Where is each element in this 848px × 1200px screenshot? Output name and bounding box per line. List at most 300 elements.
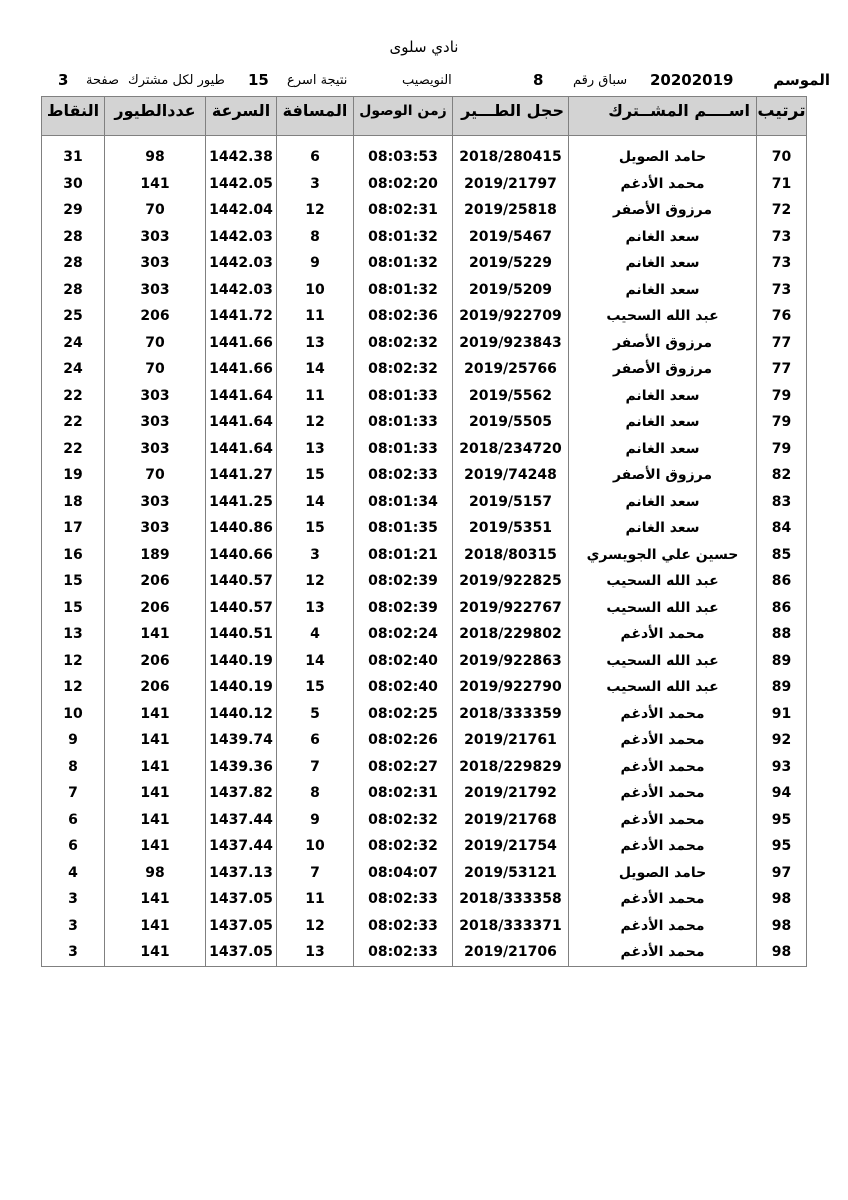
cell-rank: 83 (757, 489, 807, 516)
cell-bird-count: 141 (105, 886, 206, 913)
table-row (42, 621, 807, 648)
cell-arrival: 08:03:53 (354, 144, 453, 171)
spacer-row (42, 136, 807, 145)
cell-name: مرزوق الأصفر (569, 462, 757, 489)
cell-arrival: 08:02:24 (354, 621, 453, 648)
cell-distance: 10 (277, 277, 354, 304)
cell-rank: 72 (757, 197, 807, 224)
cell-distance: 13 (277, 436, 354, 463)
cell-ring: 2019/5351 (453, 515, 569, 542)
table-row (42, 833, 807, 860)
cell-speed: 1437.05 (206, 886, 277, 913)
cell-ring: 2019/5505 (453, 409, 569, 436)
cell-ring: 2019/21706 (453, 939, 569, 966)
results-table (41, 96, 807, 967)
cell-ring: 2019/5157 (453, 489, 569, 516)
cell-rank: 89 (757, 674, 807, 701)
col-header-speed: السرعة (206, 97, 277, 136)
cell-points: 6 (42, 807, 105, 834)
cell-speed: 1440.86 (206, 515, 277, 542)
table-row (42, 542, 807, 569)
table-row (42, 489, 807, 516)
cell-bird-count: 70 (105, 197, 206, 224)
cell-name: عبد الله السحيب (569, 303, 757, 330)
cell-speed: 1441.64 (206, 436, 277, 463)
cell-bird-count: 98 (105, 144, 206, 171)
table-row (42, 224, 807, 251)
cell-distance: 4 (277, 621, 354, 648)
page-label: صفحة (86, 73, 119, 88)
cell-rank: 98 (757, 939, 807, 966)
cell-distance: 7 (277, 754, 354, 781)
cell-bird-count: 189 (105, 542, 206, 569)
table-row (42, 303, 807, 330)
table-row (42, 144, 807, 171)
cell-arrival: 08:02:33 (354, 462, 453, 489)
cell-ring: 2019/21754 (453, 833, 569, 860)
cell-distance: 12 (277, 197, 354, 224)
cell-points: 22 (42, 436, 105, 463)
cell-points: 15 (42, 568, 105, 595)
cell-rank: 71 (757, 171, 807, 198)
cell-bird-count: 303 (105, 436, 206, 463)
col-header-arrival: زمن الوصول (354, 97, 453, 136)
cell-name: سعد الغانم (569, 515, 757, 542)
col-header-distance: المسافة (277, 97, 354, 136)
cell-rank: 98 (757, 886, 807, 913)
col-header-bird-count: عددالطيور (105, 97, 206, 136)
cell-ring: 2018/80315 (453, 542, 569, 569)
cell-speed: 1441.66 (206, 330, 277, 357)
cell-bird-count: 141 (105, 701, 206, 728)
cell-ring: 2019/25766 (453, 356, 569, 383)
cell-distance: 13 (277, 595, 354, 622)
cell-ring: 2018/333359 (453, 701, 569, 728)
cell-speed: 1440.19 (206, 674, 277, 701)
cell-ring: 2019/74248 (453, 462, 569, 489)
cell-points: 28 (42, 277, 105, 304)
cell-rank: 70 (757, 144, 807, 171)
cell-distance: 8 (277, 224, 354, 251)
cell-bird-count: 141 (105, 780, 206, 807)
cell-speed: 1437.44 (206, 833, 277, 860)
cell-arrival: 08:02:40 (354, 648, 453, 675)
cell-bird-count: 141 (105, 833, 206, 860)
birds-per-label: طيور لكل مشترك (128, 73, 225, 88)
cell-bird-count: 206 (105, 595, 206, 622)
cell-ring: 2019/21768 (453, 807, 569, 834)
club-name: نادي سلوى (389, 38, 459, 56)
cell-rank: 97 (757, 860, 807, 887)
cell-points: 12 (42, 648, 105, 675)
cell-name: عبد الله السحيب (569, 674, 757, 701)
cell-name: حامد الصويل (569, 860, 757, 887)
cell-name: عبد الله السحيب (569, 648, 757, 675)
cell-points: 10 (42, 701, 105, 728)
cell-bird-count: 141 (105, 727, 206, 754)
cell-ring: 2018/234720 (453, 436, 569, 463)
cell-points: 22 (42, 409, 105, 436)
table-row (42, 197, 807, 224)
cell-ring: 2018/280415 (453, 144, 569, 171)
cell-name: محمد الأدغم (569, 171, 757, 198)
cell-bird-count: 141 (105, 939, 206, 966)
cell-arrival: 08:01:32 (354, 277, 453, 304)
cell-speed: 1440.19 (206, 648, 277, 675)
cell-bird-count: 141 (105, 913, 206, 940)
cell-speed: 1440.12 (206, 701, 277, 728)
cell-speed: 1441.66 (206, 356, 277, 383)
cell-speed: 1441.64 (206, 383, 277, 410)
cell-bird-count: 303 (105, 277, 206, 304)
table-row (42, 886, 807, 913)
col-header-ring: حجل الطـــير (453, 97, 569, 136)
cell-arrival: 08:01:33 (354, 436, 453, 463)
cell-arrival: 08:02:33 (354, 913, 453, 940)
cell-rank: 73 (757, 224, 807, 251)
cell-speed: 1442.38 (206, 144, 277, 171)
cell-speed: 1442.03 (206, 250, 277, 277)
cell-distance: 12 (277, 409, 354, 436)
cell-distance: 7 (277, 860, 354, 887)
cell-speed: 1441.25 (206, 489, 277, 516)
cell-ring: 2019/922825 (453, 568, 569, 595)
cell-arrival: 08:02:32 (354, 356, 453, 383)
cell-ring: 2018/229802 (453, 621, 569, 648)
cell-points: 24 (42, 330, 105, 357)
cell-arrival: 08:02:36 (354, 303, 453, 330)
table-row (42, 648, 807, 675)
cell-distance: 15 (277, 515, 354, 542)
cell-points: 6 (42, 833, 105, 860)
cell-points: 16 (42, 542, 105, 569)
cell-rank: 85 (757, 542, 807, 569)
cell-speed: 1440.51 (206, 621, 277, 648)
cell-bird-count: 303 (105, 409, 206, 436)
cell-rank: 82 (757, 462, 807, 489)
cell-ring: 2019/5209 (453, 277, 569, 304)
cell-points: 15 (42, 595, 105, 622)
cell-rank: 98 (757, 913, 807, 940)
cell-points: 9 (42, 727, 105, 754)
cell-name: عبد الله السحيب (569, 595, 757, 622)
cell-distance: 3 (277, 542, 354, 569)
cell-rank: 79 (757, 409, 807, 436)
cell-rank: 79 (757, 436, 807, 463)
page-value: 3 (58, 71, 69, 89)
table-header-row (42, 97, 807, 136)
cell-speed: 1441.64 (206, 409, 277, 436)
table-row (42, 727, 807, 754)
cell-rank: 86 (757, 568, 807, 595)
cell-points: 13 (42, 621, 105, 648)
cell-bird-count: 206 (105, 674, 206, 701)
table-row (42, 383, 807, 410)
cell-bird-count: 303 (105, 383, 206, 410)
cell-arrival: 08:01:33 (354, 383, 453, 410)
cell-rank: 91 (757, 701, 807, 728)
table-row (42, 356, 807, 383)
cell-ring: 2019/5467 (453, 224, 569, 251)
cell-distance: 10 (277, 833, 354, 860)
cell-points: 3 (42, 886, 105, 913)
cell-name: محمد الأدغم (569, 913, 757, 940)
cell-rank: 86 (757, 595, 807, 622)
cell-rank: 77 (757, 330, 807, 357)
cell-speed: 1442.04 (206, 197, 277, 224)
col-header-name: اســــم المشــترك (569, 97, 757, 136)
cell-name: محمد الأدغم (569, 833, 757, 860)
cell-points: 4 (42, 860, 105, 887)
cell-speed: 1439.36 (206, 754, 277, 781)
table-row (42, 436, 807, 463)
cell-rank: 93 (757, 754, 807, 781)
cell-points: 31 (42, 144, 105, 171)
cell-ring: 2019/25818 (453, 197, 569, 224)
cell-name: محمد الأدغم (569, 807, 757, 834)
cell-speed: 1442.03 (206, 224, 277, 251)
cell-rank: 84 (757, 515, 807, 542)
cell-bird-count: 206 (105, 303, 206, 330)
cell-name: حامد الصويل (569, 144, 757, 171)
table-row (42, 250, 807, 277)
cell-speed: 1441.27 (206, 462, 277, 489)
cell-distance: 11 (277, 383, 354, 410)
cell-name: محمد الأدغم (569, 754, 757, 781)
cell-distance: 12 (277, 913, 354, 940)
cell-distance: 12 (277, 568, 354, 595)
cell-ring: 2018/333371 (453, 913, 569, 940)
cell-bird-count: 206 (105, 568, 206, 595)
cell-points: 7 (42, 780, 105, 807)
cell-speed: 1441.72 (206, 303, 277, 330)
cell-arrival: 08:02:31 (354, 197, 453, 224)
cell-arrival: 08:02:26 (354, 727, 453, 754)
cell-name: سعد الغانم (569, 409, 757, 436)
cell-distance: 15 (277, 462, 354, 489)
cell-arrival: 08:02:39 (354, 568, 453, 595)
cell-rank: 88 (757, 621, 807, 648)
cell-name: عبد الله السحيب (569, 568, 757, 595)
cell-points: 18 (42, 489, 105, 516)
cell-points: 30 (42, 171, 105, 198)
cell-name: محمد الأدغم (569, 939, 757, 966)
cell-points: 28 (42, 224, 105, 251)
cell-distance: 6 (277, 144, 354, 171)
table-row (42, 462, 807, 489)
cell-distance: 9 (277, 250, 354, 277)
cell-speed: 1442.03 (206, 277, 277, 304)
fastest-label: نتيجة اسرع (287, 73, 348, 88)
cell-arrival: 08:02:25 (354, 701, 453, 728)
cell-distance: 15 (277, 674, 354, 701)
cell-ring: 2019/922767 (453, 595, 569, 622)
cell-points: 25 (42, 303, 105, 330)
col-header-points: النقاط (42, 97, 105, 136)
cell-rank: 89 (757, 648, 807, 675)
cell-distance: 5 (277, 701, 354, 728)
cell-distance: 14 (277, 356, 354, 383)
cell-name: سعد الغانم (569, 489, 757, 516)
cell-speed: 1437.13 (206, 860, 277, 887)
cell-name: مرزوق الأصفر (569, 197, 757, 224)
cell-ring: 2019/922709 (453, 303, 569, 330)
cell-distance: 13 (277, 330, 354, 357)
cell-arrival: 08:01:21 (354, 542, 453, 569)
table-row (42, 754, 807, 781)
cell-ring: 2019/923843 (453, 330, 569, 357)
cell-speed: 1439.74 (206, 727, 277, 754)
cell-speed: 1440.57 (206, 595, 277, 622)
cell-rank: 95 (757, 807, 807, 834)
cell-rank: 77 (757, 356, 807, 383)
cell-arrival: 08:02:32 (354, 807, 453, 834)
cell-bird-count: 141 (105, 621, 206, 648)
cell-distance: 8 (277, 780, 354, 807)
cell-distance: 3 (277, 171, 354, 198)
cell-speed: 1437.82 (206, 780, 277, 807)
table-row (42, 860, 807, 887)
table-row (42, 807, 807, 834)
table-row (42, 701, 807, 728)
cell-name: محمد الأدغم (569, 701, 757, 728)
season-label: الموسم (773, 71, 830, 89)
cell-arrival: 08:02:32 (354, 833, 453, 860)
cell-rank: 94 (757, 780, 807, 807)
cell-name: حسين علي الجويسري (569, 542, 757, 569)
cell-name: سعد الغانم (569, 224, 757, 251)
cell-ring: 2018/333358 (453, 886, 569, 913)
cell-speed: 1437.05 (206, 939, 277, 966)
table-row (42, 330, 807, 357)
cell-arrival: 08:01:32 (354, 250, 453, 277)
cell-bird-count: 303 (105, 250, 206, 277)
cell-arrival: 08:01:34 (354, 489, 453, 516)
cell-name: محمد الأدغم (569, 727, 757, 754)
cell-arrival: 08:02:39 (354, 595, 453, 622)
table-row (42, 277, 807, 304)
cell-distance: 11 (277, 886, 354, 913)
cell-arrival: 08:02:33 (354, 939, 453, 966)
cell-points: 19 (42, 462, 105, 489)
cell-bird-count: 70 (105, 356, 206, 383)
cell-bird-count: 141 (105, 807, 206, 834)
table-row (42, 780, 807, 807)
cell-rank: 73 (757, 250, 807, 277)
cell-ring: 2019/5229 (453, 250, 569, 277)
fastest-count: 15 (248, 71, 269, 89)
cell-arrival: 08:01:35 (354, 515, 453, 542)
cell-rank: 95 (757, 833, 807, 860)
cell-points: 3 (42, 913, 105, 940)
cell-ring: 2019/922790 (453, 674, 569, 701)
cell-points: 17 (42, 515, 105, 542)
table-row (42, 913, 807, 940)
cell-rank: 79 (757, 383, 807, 410)
cell-bird-count: 70 (105, 462, 206, 489)
cell-points: 28 (42, 250, 105, 277)
cell-name: محمد الأدغم (569, 621, 757, 648)
season-value: 20202019 (650, 71, 734, 89)
cell-bird-count: 206 (105, 648, 206, 675)
cell-bird-count: 303 (105, 515, 206, 542)
col-header-rank: ترتيب (757, 97, 807, 136)
cell-distance: 14 (277, 489, 354, 516)
cell-arrival: 08:02:32 (354, 330, 453, 357)
cell-ring: 2019/53121 (453, 860, 569, 887)
cell-distance: 6 (277, 727, 354, 754)
cell-arrival: 08:01:32 (354, 224, 453, 251)
cell-name: محمد الأدغم (569, 886, 757, 913)
location: النويصيب (402, 73, 452, 88)
cell-arrival: 08:02:40 (354, 674, 453, 701)
cell-ring: 2019/21797 (453, 171, 569, 198)
cell-arrival: 08:02:27 (354, 754, 453, 781)
cell-ring: 2019/21792 (453, 780, 569, 807)
cell-bird-count: 303 (105, 489, 206, 516)
cell-rank: 76 (757, 303, 807, 330)
race-value: 8 (533, 71, 544, 89)
cell-points: 3 (42, 939, 105, 966)
cell-arrival: 08:01:33 (354, 409, 453, 436)
cell-distance: 13 (277, 939, 354, 966)
table-row (42, 595, 807, 622)
cell-distance: 14 (277, 648, 354, 675)
table-row (42, 171, 807, 198)
cell-bird-count: 141 (105, 754, 206, 781)
cell-ring: 2019/5562 (453, 383, 569, 410)
cell-points: 22 (42, 383, 105, 410)
cell-name: مرزوق الأصفر (569, 356, 757, 383)
cell-points: 12 (42, 674, 105, 701)
table-row (42, 939, 807, 966)
table-row (42, 568, 807, 595)
cell-speed: 1442.05 (206, 171, 277, 198)
cell-rank: 92 (757, 727, 807, 754)
cell-ring: 2018/229829 (453, 754, 569, 781)
cell-speed: 1440.66 (206, 542, 277, 569)
cell-name: سعد الغانم (569, 250, 757, 277)
cell-name: سعد الغانم (569, 277, 757, 304)
cell-name: سعد الغانم (569, 383, 757, 410)
cell-arrival: 08:02:31 (354, 780, 453, 807)
cell-ring: 2019/922863 (453, 648, 569, 675)
cell-name: سعد الغانم (569, 436, 757, 463)
cell-bird-count: 70 (105, 330, 206, 357)
table-row (42, 674, 807, 701)
cell-name: محمد الأدغم (569, 780, 757, 807)
cell-distance: 11 (277, 303, 354, 330)
cell-ring: 2019/21761 (453, 727, 569, 754)
table-row (42, 409, 807, 436)
cell-speed: 1437.05 (206, 913, 277, 940)
cell-name: مرزوق الأصفر (569, 330, 757, 357)
table-row (42, 515, 807, 542)
cell-rank: 73 (757, 277, 807, 304)
cell-arrival: 08:04:07 (354, 860, 453, 887)
cell-bird-count: 303 (105, 224, 206, 251)
cell-arrival: 08:02:20 (354, 171, 453, 198)
cell-points: 8 (42, 754, 105, 781)
cell-bird-count: 141 (105, 171, 206, 198)
race-label: سباق رقم (573, 73, 628, 88)
cell-points: 29 (42, 197, 105, 224)
cell-bird-count: 98 (105, 860, 206, 887)
cell-arrival: 08:02:33 (354, 886, 453, 913)
cell-speed: 1437.44 (206, 807, 277, 834)
cell-distance: 9 (277, 807, 354, 834)
cell-speed: 1440.57 (206, 568, 277, 595)
